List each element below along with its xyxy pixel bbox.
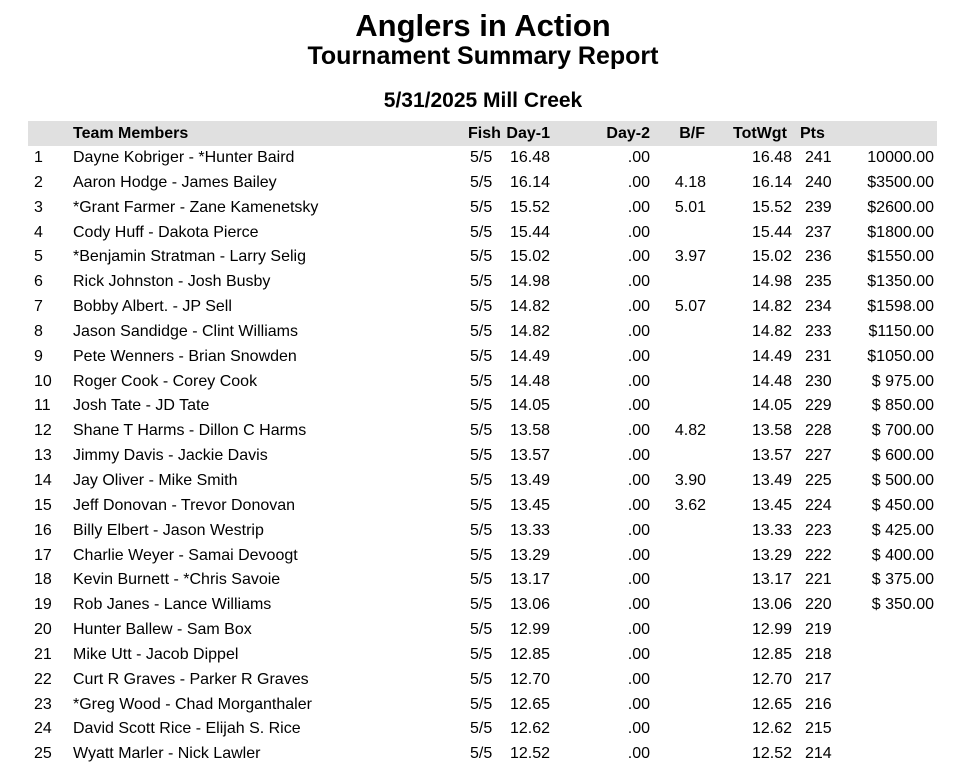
table-row (0, 717, 962, 742)
total-weight: 13.17 (751, 571, 792, 589)
team-members: Josh Tate - JD Tate (73, 397, 210, 415)
team-members: Rick Johnston - Josh Busby (73, 273, 271, 291)
big-fish: 5.01 (674, 198, 706, 216)
table-row (0, 494, 962, 519)
total-weight: 13.06 (751, 596, 792, 614)
place-number: 1 (34, 149, 43, 166)
day2-weight: .00 (627, 621, 650, 639)
points: 214 (805, 745, 832, 763)
day2-weight: .00 (627, 571, 650, 589)
table-row (0, 519, 962, 544)
prize-amount: $ 425.00 (871, 521, 934, 539)
day1-weight: 12.85 (509, 645, 550, 663)
table-row (0, 444, 962, 469)
team-members: Pete Wenners - Brian Snowden (73, 347, 297, 365)
place-number: 13 (34, 447, 52, 465)
team-members: Jay Oliver - Mike Smith (73, 471, 238, 489)
total-weight: 16.48 (751, 149, 792, 166)
prize-amount: $ 500.00 (871, 471, 934, 489)
big-fish: 5.07 (674, 298, 706, 316)
day1-weight: 12.65 (509, 695, 550, 713)
place-number: 11 (34, 397, 51, 415)
points: 223 (805, 521, 832, 539)
prize-amount: $1800.00 (867, 223, 934, 241)
day1-weight: 12.62 (509, 720, 550, 738)
points: 221 (805, 571, 832, 589)
total-weight: 15.02 (751, 248, 792, 266)
points: 220 (805, 596, 832, 614)
day2-weight: .00 (627, 422, 650, 440)
table-row (0, 668, 962, 693)
points: 218 (805, 645, 832, 663)
total-weight: 12.70 (751, 670, 792, 688)
fish-count: 5/5 (470, 571, 493, 589)
team-members: *Grant Farmer - Zane Kamenetsky (73, 198, 319, 216)
day2-weight: .00 (627, 745, 650, 763)
day1-weight: 14.82 (509, 298, 550, 316)
team-members: Bobby Albert. - JP Sell (73, 298, 232, 316)
table-row (0, 618, 962, 643)
day2-weight: .00 (627, 695, 650, 713)
day2-weight: .00 (627, 322, 650, 340)
team-members: Jeff Donovan - Trevor Donovan (73, 496, 296, 514)
points: 235 (805, 273, 832, 291)
total-weight: 14.82 (751, 322, 792, 340)
table-row (0, 221, 962, 246)
big-fish: 3.97 (674, 248, 706, 266)
day2-weight: .00 (627, 471, 650, 489)
fish-count: 5/5 (470, 596, 493, 614)
fish-count: 5/5 (470, 223, 493, 241)
header-bf: B/F (679, 125, 705, 142)
team-members: Cody Huff - Dakota Pierce (73, 223, 259, 241)
team-members: Roger Cook - Corey Cook (73, 372, 258, 390)
day2-weight: .00 (627, 298, 650, 316)
day1-weight: 15.02 (509, 248, 550, 266)
prize-amount: $ 450.00 (871, 496, 934, 514)
day2-weight: .00 (627, 347, 650, 365)
fish-count: 5/5 (470, 745, 493, 763)
total-weight: 15.52 (751, 198, 792, 216)
fish-count: 5/5 (470, 546, 493, 564)
place-number: 21 (34, 645, 52, 663)
points: 237 (805, 223, 832, 241)
table-row (0, 370, 962, 395)
day1-weight: 15.44 (509, 223, 550, 241)
big-fish: 3.62 (674, 496, 706, 514)
team-members: Mike Utt - Jacob Dippel (73, 645, 239, 663)
fish-count: 5/5 (470, 422, 493, 440)
fish-count: 5/5 (470, 298, 493, 316)
table-row (0, 295, 962, 320)
fish-count: 5/5 (470, 198, 493, 216)
points: 219 (805, 621, 832, 639)
table-row (0, 196, 962, 221)
total-weight: 16.14 (751, 173, 792, 191)
table-row (0, 742, 962, 767)
header-pts: Pts (800, 125, 825, 142)
prize-amount: $ 700.00 (871, 422, 934, 440)
points: 230 (805, 372, 832, 390)
points: 234 (805, 298, 832, 316)
day1-weight: 13.29 (509, 546, 550, 564)
points: 217 (805, 670, 832, 688)
day1-weight: 15.52 (509, 198, 550, 216)
day2-weight: .00 (627, 447, 650, 465)
table-row (0, 320, 962, 345)
prize-amount: $1350.00 (867, 273, 934, 291)
team-members: *Benjamin Stratman - Larry Selig (73, 248, 306, 266)
prize-amount: $ 400.00 (871, 546, 934, 564)
team-members: Jimmy Davis - Jackie Davis (73, 447, 268, 465)
total-weight: 14.98 (751, 273, 792, 291)
day2-weight: .00 (627, 546, 650, 564)
fish-count: 5/5 (470, 496, 493, 514)
team-members: Rob Janes - Lance Williams (73, 596, 272, 614)
day1-weight: 14.98 (509, 273, 550, 291)
fish-count: 5/5 (470, 720, 493, 738)
place-number: 12 (34, 422, 52, 440)
total-weight: 13.57 (751, 447, 792, 465)
day1-weight: 14.05 (509, 397, 550, 415)
day2-weight: .00 (627, 273, 650, 291)
points: 228 (805, 422, 832, 440)
day2-weight: .00 (627, 372, 650, 390)
place-number: 23 (34, 695, 52, 713)
table-row (0, 245, 962, 270)
results-table (0, 146, 962, 767)
total-weight: 14.49 (751, 347, 792, 365)
points: 225 (805, 471, 832, 489)
table-row (0, 693, 962, 718)
prize-amount: $1598.00 (867, 298, 934, 316)
place-number: 10 (34, 372, 52, 390)
total-weight: 14.82 (751, 298, 792, 316)
prize-amount: $ 600.00 (871, 447, 934, 465)
day2-weight: .00 (627, 521, 650, 539)
day2-weight: .00 (627, 645, 650, 663)
day2-weight: .00 (627, 198, 650, 216)
team-members: Jason Sandidge - Clint Williams (73, 322, 298, 340)
fish-count: 5/5 (470, 372, 493, 390)
big-fish: 4.82 (674, 422, 706, 440)
table-row (0, 544, 962, 569)
prize-amount: $3500.00 (867, 173, 934, 191)
points: 224 (805, 496, 832, 514)
total-weight: 12.85 (751, 645, 792, 663)
place-number: 8 (34, 322, 43, 340)
day1-weight: 14.48 (509, 372, 550, 390)
team-members: Aaron Hodge - James Bailey (73, 173, 277, 191)
header-team-members: Team Members (73, 125, 189, 142)
place-number: 6 (34, 273, 43, 291)
fish-count: 5/5 (470, 471, 493, 489)
day2-weight: .00 (627, 720, 650, 738)
team-members: Charlie Weyer - Samai Devoogt (73, 546, 298, 564)
prize-amount: $ 375.00 (871, 571, 934, 589)
place-number: 22 (34, 670, 52, 688)
total-weight: 14.05 (751, 397, 792, 415)
day2-weight: .00 (627, 223, 650, 241)
fish-count: 5/5 (470, 149, 493, 166)
total-weight: 13.33 (751, 521, 792, 539)
day1-weight: 13.45 (509, 496, 550, 514)
points: 215 (805, 720, 832, 738)
fish-count: 5/5 (470, 273, 493, 291)
prize-amount: $ 850.00 (871, 397, 934, 415)
place-number: 7 (34, 298, 43, 316)
fish-count: 5/5 (470, 397, 493, 415)
team-members: Wyatt Marler - Nick Lawler (73, 745, 261, 763)
report-subtitle: Tournament Summary Report (307, 42, 659, 70)
day1-weight: 16.48 (509, 149, 550, 166)
day2-weight: .00 (627, 173, 650, 191)
points: 233 (805, 322, 832, 340)
place-number: 18 (34, 571, 52, 589)
fish-count: 5/5 (470, 645, 493, 663)
team-members: Kevin Burnett - *Chris Savoie (73, 571, 281, 589)
big-fish: 3.90 (674, 471, 706, 489)
fish-count: 5/5 (470, 347, 493, 365)
team-members: Shane T Harms - Dillon C Harms (73, 422, 307, 440)
prize-amount: $1550.00 (867, 248, 934, 266)
day1-weight: 16.14 (509, 173, 550, 191)
header-day2: Day-2 (606, 125, 650, 142)
fish-count: 5/5 (470, 322, 493, 340)
points: 216 (805, 695, 832, 713)
team-members: Curt R Graves - Parker R Graves (73, 670, 309, 688)
day1-weight: 13.33 (509, 521, 550, 539)
total-weight: 12.65 (751, 695, 792, 713)
place-number: 9 (34, 347, 43, 365)
total-weight: 13.45 (751, 496, 792, 514)
day2-weight: .00 (627, 670, 650, 688)
table-row (0, 345, 962, 370)
report-title: Anglers in Action (355, 8, 611, 43)
place-number: 17 (34, 546, 52, 564)
day2-weight: .00 (627, 149, 650, 166)
team-members: David Scott Rice - Elijah S. Rice (73, 720, 301, 738)
prize-amount: 10000.00 (867, 149, 934, 166)
table-row (0, 171, 962, 196)
prize-amount: $ 975.00 (871, 372, 934, 390)
points: 241 (805, 149, 832, 166)
big-fish: 4.18 (674, 173, 706, 191)
points: 222 (805, 546, 832, 564)
day1-weight: 12.70 (509, 670, 550, 688)
place-number: 14 (34, 471, 52, 489)
fish-count: 5/5 (470, 695, 493, 713)
header-totwgt: TotWgt (733, 125, 787, 142)
total-weight: 13.58 (751, 422, 792, 440)
table-row (0, 469, 962, 494)
day2-weight: .00 (627, 397, 650, 415)
day1-weight: 12.99 (509, 621, 550, 639)
points: 236 (805, 248, 832, 266)
place-number: 16 (34, 521, 52, 539)
header-day1: Day-1 (506, 125, 550, 142)
total-weight: 13.29 (751, 546, 792, 564)
day1-weight: 13.17 (509, 571, 550, 589)
total-weight: 12.99 (751, 621, 792, 639)
place-number: 5 (34, 248, 43, 266)
points: 227 (805, 447, 832, 465)
day2-weight: .00 (627, 496, 650, 514)
place-number: 4 (34, 223, 43, 241)
fish-count: 5/5 (470, 173, 493, 191)
team-members: *Greg Wood - Chad Morganthaler (73, 695, 312, 713)
event-heading: 5/31/2025 Mill Creek (383, 89, 583, 112)
day1-weight: 14.49 (509, 347, 550, 365)
total-weight: 13.49 (751, 471, 792, 489)
place-number: 2 (34, 173, 43, 191)
day1-weight: 13.49 (509, 471, 550, 489)
prize-amount: $1150.00 (868, 322, 934, 340)
table-row (0, 146, 962, 171)
team-members: Dayne Kobriger - *Hunter Baird (73, 149, 295, 166)
day1-weight: 13.06 (509, 596, 550, 614)
day1-weight: 13.58 (509, 422, 550, 440)
place-number: 24 (34, 720, 52, 738)
table-row (0, 419, 962, 444)
fish-count: 5/5 (470, 670, 493, 688)
header-fish: Fish (468, 125, 501, 142)
fish-count: 5/5 (470, 447, 493, 465)
total-weight: 14.48 (751, 372, 792, 390)
place-number: 15 (34, 496, 52, 514)
points: 231 (805, 347, 832, 365)
table-row (0, 394, 962, 419)
fish-count: 5/5 (470, 521, 493, 539)
day1-weight: 14.82 (509, 322, 550, 340)
fish-count: 5/5 (470, 248, 493, 266)
day1-weight: 13.57 (509, 447, 550, 465)
day1-weight: 12.52 (509, 745, 550, 763)
table-row (0, 270, 962, 295)
prize-amount: $ 350.00 (871, 596, 934, 614)
points: 240 (805, 173, 832, 191)
day2-weight: .00 (627, 248, 650, 266)
points: 229 (805, 397, 832, 415)
total-weight: 12.52 (751, 745, 792, 763)
table-row (0, 593, 962, 618)
place-number: 20 (34, 621, 52, 639)
place-number: 3 (34, 198, 43, 216)
prize-amount: $2600.00 (867, 198, 934, 216)
team-members: Billy Elbert - Jason Westrip (73, 521, 264, 539)
fish-count: 5/5 (470, 621, 493, 639)
points: 239 (805, 198, 832, 216)
total-weight: 15.44 (751, 223, 792, 241)
table-row (0, 643, 962, 668)
day2-weight: .00 (627, 596, 650, 614)
place-number: 19 (34, 596, 52, 614)
total-weight: 12.62 (751, 720, 792, 738)
team-members: Hunter Ballew - Sam Box (73, 621, 252, 639)
prize-amount: $1050.00 (867, 347, 934, 365)
place-number: 25 (34, 745, 52, 763)
table-row (0, 568, 962, 593)
